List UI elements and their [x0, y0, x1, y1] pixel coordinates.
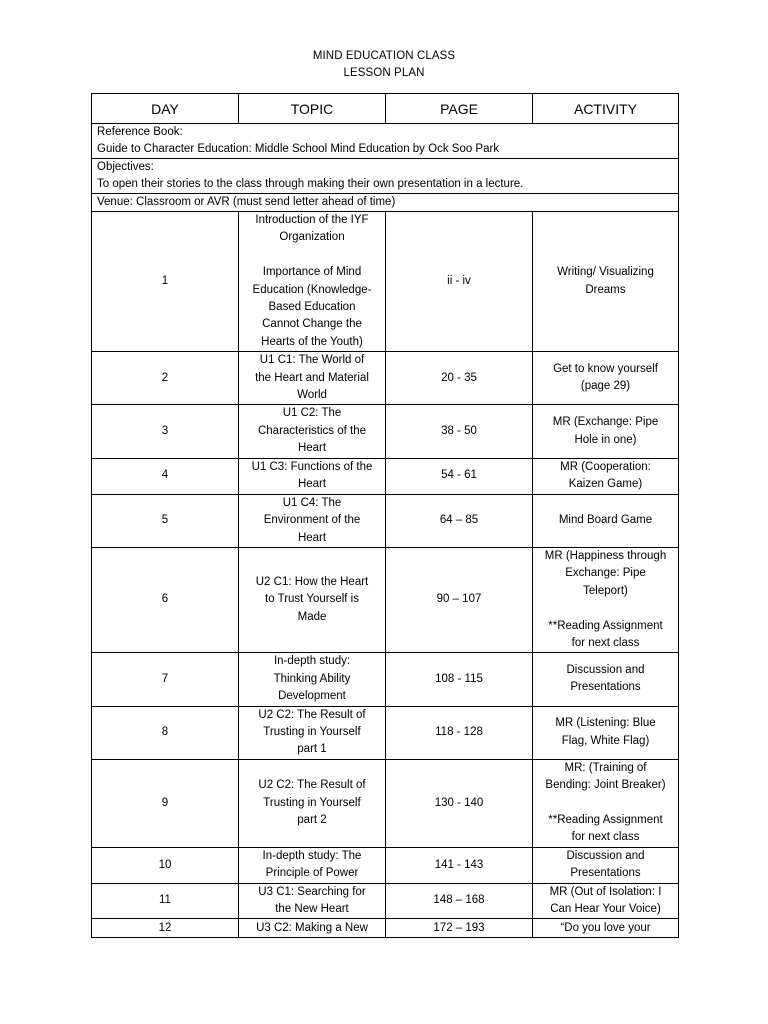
- table-row: [92, 919, 679, 938]
- column-header-row: [92, 94, 679, 124]
- day-cell: 12: [92, 919, 239, 938]
- topic-cell: U3 C2: Making a New: [239, 919, 386, 938]
- day-cell: 4: [92, 458, 239, 494]
- topic-cell: U1 C1: The World of the Heart and Material World: [239, 352, 386, 405]
- page-cell: 38 - 50: [386, 405, 533, 458]
- activity-cell: MR (Exchange: Pipe Hole in one): [533, 405, 679, 458]
- topic-cell: U2 C2: The Result of Trusting in Yourself part 1: [239, 706, 386, 759]
- table-row: [92, 458, 679, 494]
- table-row: [92, 706, 679, 759]
- page-cell: 148 – 168: [386, 883, 533, 919]
- table-row: [92, 494, 679, 547]
- table-row: [92, 759, 679, 847]
- page-cell: 64 – 85: [386, 494, 533, 547]
- reference-cell: [92, 124, 679, 159]
- topic-cell: U2 C2: The Result of Trusting in Yourself part 2: [239, 759, 386, 847]
- page-cell: 141 - 143: [386, 847, 533, 883]
- column-header-activity: ACTIVITY: [533, 94, 679, 124]
- day-cell: 8: [92, 706, 239, 759]
- page-cell: 172 – 193: [386, 919, 533, 938]
- class-title: MIND EDUCATION CLASS: [312, 50, 456, 62]
- document-header: [0, 48, 768, 82]
- column-header-day: DAY: [92, 94, 239, 124]
- objectives-row: [92, 159, 679, 194]
- table-row: [92, 405, 679, 458]
- topic-cell: In-depth study: Thinking Ability Development: [239, 653, 386, 706]
- day-cell: 11: [92, 883, 239, 919]
- table-row: [92, 352, 679, 405]
- lesson-plan-table: [91, 93, 679, 938]
- topic-cell: U2 C1: How the Heart to Trust Yourself is Made: [239, 547, 386, 652]
- reference-label: Reference Book:: [97, 126, 183, 138]
- objectives-cell: [92, 159, 679, 194]
- page-cell: 130 - 140: [386, 759, 533, 847]
- day-cell: 10: [92, 847, 239, 883]
- column-header-topic: TOPIC: [239, 94, 386, 124]
- activity-cell: MR (Out of Isolation: I Can Hear Your Voice): [533, 883, 679, 919]
- activity-cell: Mind Board Game: [533, 494, 679, 547]
- day-cell: 5: [92, 494, 239, 547]
- page-cell: 118 - 128: [386, 706, 533, 759]
- reference-row: [92, 124, 679, 159]
- topic-cell: U1 C3: Functions of the Heart: [239, 458, 386, 494]
- page-cell: ii - iv: [386, 212, 533, 352]
- page-cell: 90 – 107: [386, 547, 533, 652]
- topic-cell: Introduction of the IYF Organization Importance of Mind Education (Knowledge- Based Education Cannot Change the Hearts of the Youth): [239, 212, 386, 352]
- topic-cell: U3 C1: Searching for the New Heart: [239, 883, 386, 919]
- venue-row: [92, 194, 679, 212]
- activity-cell: Writing/ Visualizing Dreams: [533, 212, 679, 352]
- activity-cell: “Do you love your: [533, 919, 679, 938]
- day-cell: 6: [92, 547, 239, 652]
- venue-cell: Venue: Classroom or AVR (must send letter ahead of time): [92, 194, 679, 212]
- topic-cell: In-depth study: The Principle of Power: [239, 847, 386, 883]
- page-cell: 20 - 35: [386, 352, 533, 405]
- activity-cell: Discussion and Presentations: [533, 653, 679, 706]
- column-header-page: PAGE: [386, 94, 533, 124]
- lesson-plan-title: LESSON PLAN: [343, 67, 425, 79]
- topic-cell: U1 C2: The Characteristics of the Heart: [239, 405, 386, 458]
- activity-cell: MR: (Training of Bending: Joint Breaker) **Reading Assignment for next class: [533, 759, 679, 847]
- activity-cell: MR (Cooperation: Kaizen Game): [533, 458, 679, 494]
- activity-cell: MR (Happiness through Exchange: Pipe Teleport) **Reading Assignment for next class: [533, 547, 679, 652]
- objectives-value: To open their stories to the class through making their own presentation in a lecture.: [97, 178, 524, 190]
- day-cell: 1: [92, 212, 239, 352]
- table-row: [92, 653, 679, 706]
- table-row: [92, 547, 679, 652]
- topic-cell: U1 C4: The Environment of the Heart: [239, 494, 386, 547]
- lesson-rows: [92, 212, 679, 938]
- info-section: [92, 124, 679, 212]
- activity-cell: Discussion and Presentations: [533, 847, 679, 883]
- table-row: [92, 212, 679, 352]
- objectives-label: Objectives:: [97, 161, 154, 173]
- reference-value: Guide to Character Education: Middle School Mind Education by Ock Soo Park: [97, 143, 500, 155]
- day-cell: 3: [92, 405, 239, 458]
- day-cell: 2: [92, 352, 239, 405]
- table-row: [92, 883, 679, 919]
- day-cell: 7: [92, 653, 239, 706]
- table-row: [92, 847, 679, 883]
- activity-cell: Get to know yourself (page 29): [533, 352, 679, 405]
- activity-cell: MR (Listening: Blue Flag, White Flag): [533, 706, 679, 759]
- page-cell: 108 - 115: [386, 653, 533, 706]
- page-cell: 54 - 61: [386, 458, 533, 494]
- day-cell: 9: [92, 759, 239, 847]
